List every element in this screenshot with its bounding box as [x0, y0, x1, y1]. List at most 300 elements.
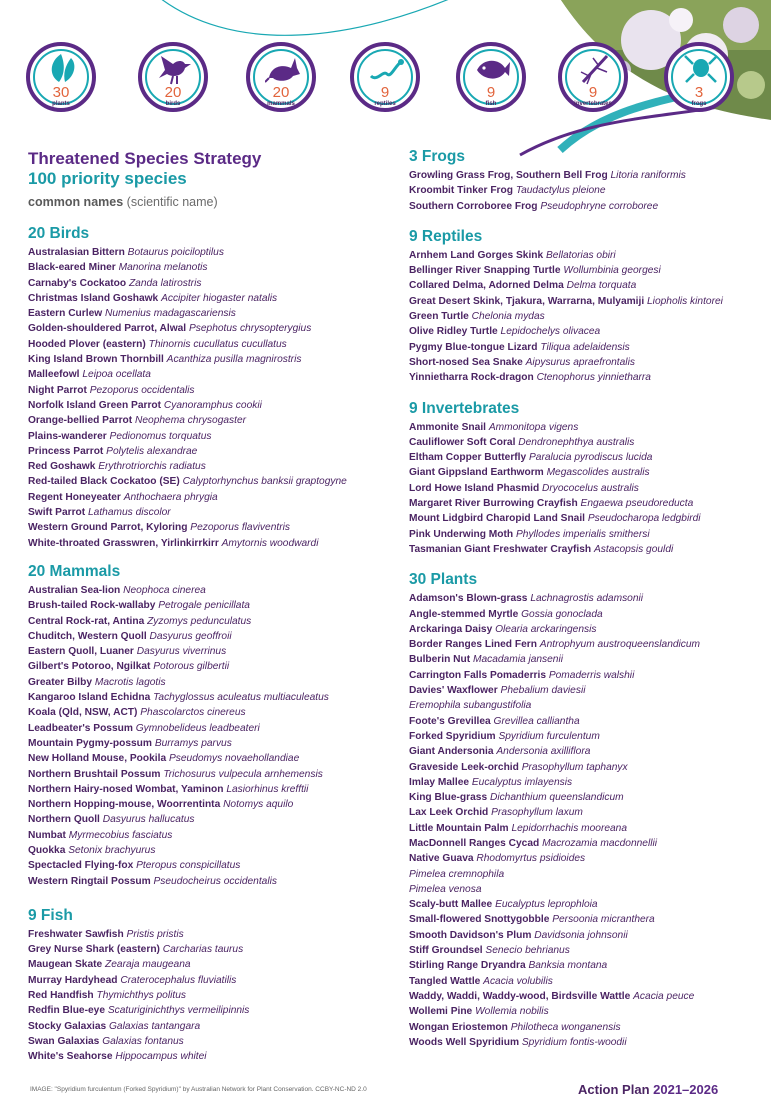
scientific-name: Ammonitopa vigens [488, 421, 579, 433]
scientific-name: Pseudomys novaehollandiae [168, 753, 300, 765]
common-name: Border Ranges Lined Fern [409, 639, 537, 651]
common-name: Giant Andersonia [409, 746, 494, 758]
common-name: White's Seahorse [28, 1051, 113, 1063]
species-item [409, 989, 765, 1004]
common-name: Small-flowered Snottygobble [409, 914, 550, 926]
species-item [409, 481, 765, 496]
species-item [28, 444, 398, 459]
common-name: Christmas Island Goshawk [28, 292, 159, 304]
scientific-name: Dasyurus geoffroii [149, 630, 232, 642]
common-name: Bulberin Nut [409, 654, 471, 666]
common-name: Yinnietharra Rock-dragon [409, 372, 534, 384]
species-item [28, 459, 398, 474]
scientific-name: Dasyurus viverrinus [136, 646, 227, 658]
species-item [28, 505, 398, 520]
right-column [409, 148, 765, 1050]
species-item [409, 355, 765, 370]
common-name: Murray Hardyhead [28, 974, 118, 986]
species-item [28, 1019, 398, 1034]
scientific-name: Tiliqua adelaidensis [540, 341, 630, 353]
snake-icon [369, 52, 405, 86]
species-item [409, 527, 765, 542]
species-item [28, 843, 398, 858]
common-name: Hooded Plover (eastern) [28, 338, 146, 350]
common-name: Chuditch, Western Quoll [28, 630, 147, 642]
frog-icon [683, 52, 719, 86]
species-item [409, 974, 765, 989]
common-name: New Holland Mouse, Pookila [28, 753, 167, 765]
species-item [28, 874, 398, 889]
species-item [409, 714, 765, 729]
common-name: Stocky Galaxias [28, 1020, 107, 1032]
common-name: Brush-tailed Rock-wallaby [28, 600, 156, 612]
species-item [409, 1035, 765, 1050]
common-name: Koala (Qld, NSW, ACT) [28, 707, 138, 719]
species-item [28, 675, 398, 690]
scientific-name: Neophoca cinerea [123, 584, 206, 596]
scientific-name: Lathamus discolor [88, 507, 171, 519]
scientific-name: Burramys parvus [154, 737, 232, 749]
species-list [28, 583, 398, 889]
species-item [409, 928, 765, 943]
species-item [28, 690, 398, 705]
scientific-name: Eucalyptus imlayensis [471, 776, 573, 788]
scientific-name: Pimelea venosa [409, 883, 482, 895]
scientific-name: Gossia gonoclada [521, 608, 603, 620]
scientific-name: Paralucia pyrodiscus lucida [529, 452, 653, 464]
scientific-name: Pseudocheirus occidentalis [153, 875, 277, 887]
common-name: Red Handfish [28, 990, 94, 1002]
scientific-name: Petrogale penicillata [158, 600, 250, 612]
common-name: Olive Ridley Turtle [409, 326, 498, 338]
common-name: Greater Bilby [28, 676, 92, 688]
section-title: 30 Plants [409, 571, 478, 589]
scientific-name: Zanda latirostris [128, 277, 202, 289]
common-name: Imlay Mallee [409, 776, 470, 788]
common-name: Swift Parrot [28, 507, 86, 519]
scientific-name: Eremophila subangustifolia [409, 700, 532, 712]
common-name: Davies' Waxflower [409, 685, 498, 697]
species-item [409, 465, 765, 480]
species-list [409, 168, 765, 214]
scientific-name: Zyzomys pedunculatus [147, 615, 252, 627]
scientific-name: Delma torquata [566, 280, 637, 292]
scientific-name: Engaewa pseudoreducta [580, 498, 694, 510]
scientific-name: Psephotus chrysopterygius [188, 323, 312, 335]
scientific-name: Macadamia jansenii [472, 654, 564, 666]
species-item [28, 398, 398, 413]
common-name: Mount Lidgbird Charopid Land Snail [409, 513, 585, 525]
scientific-name: Carcharias taurus [162, 944, 244, 956]
scientific-name: Pteropus conspicillatus [136, 860, 241, 872]
scientific-name: Davidsonia johnsonii [534, 929, 628, 941]
common-name: Carrington Falls Pomaderris [409, 669, 546, 681]
section-title: 20 Mammals [28, 562, 121, 580]
species-item [28, 828, 398, 843]
species-item [409, 1004, 765, 1019]
common-name: Tasmanian Giant Freshwater Crayfish [409, 543, 592, 555]
scientific-name: Zearaja maugeana [105, 959, 191, 971]
species-list [409, 591, 765, 1050]
common-name: Angle-stemmed Myrtle [409, 608, 519, 620]
species-item [28, 797, 398, 812]
common-name: Spectacled Flying-fox [28, 860, 134, 872]
common-name: Pink Underwing Moth [409, 528, 514, 540]
species-item [409, 183, 765, 198]
common-name: Little Mountain Palm [409, 822, 509, 834]
species-item [28, 276, 398, 291]
scientific-name: Phascolarctos cinereus [140, 707, 246, 719]
species-item [28, 858, 398, 873]
scientific-name: Lasiorhinus krefftii [226, 783, 309, 795]
badge-birds: 20 birds [138, 42, 208, 112]
scientific-name: Pimelea cremnophila [409, 868, 505, 880]
common-name: Numbat [28, 829, 66, 841]
common-name: Tangled Wattle [409, 975, 481, 987]
plant-icon [45, 52, 81, 86]
common-name: Wongan Eriostemon [409, 1021, 508, 1033]
scientific-name: Galaxias tantangara [109, 1020, 201, 1032]
common-name: Leadbeater's Possum [28, 722, 133, 734]
common-name: King Blue-grass [409, 792, 488, 804]
page-title: Threatened Species Strategy [28, 149, 262, 168]
common-name: Waddy, Waddi, Waddy-wood, Birdsville Wattle [409, 990, 631, 1002]
common-name: Night Parrot [28, 384, 87, 396]
scientific-name: Pseudocharopa ledgbirdi [587, 513, 701, 525]
species-item [409, 943, 765, 958]
scientific-name: Scaturiginichthys vermeilipinnis [107, 1005, 250, 1017]
common-name: Southern Corroboree Frog [409, 200, 538, 212]
species-item [28, 751, 398, 766]
common-name: Bellinger River Snapping Turtle [409, 265, 561, 277]
scientific-name: Litoria raniformis [610, 170, 686, 181]
scientific-name: Thinornis cucullatus cucullatus [148, 338, 287, 350]
species-item [28, 245, 398, 260]
scientific-name: Banksia montana [528, 960, 608, 972]
species-item [409, 760, 765, 775]
fish-icon [475, 52, 511, 86]
action-plan-label: Action Plan 2021–2026 [578, 1082, 719, 1097]
species-item [409, 591, 765, 606]
scientific-name: Macrotis lagotis [94, 676, 166, 688]
bird-icon [157, 52, 193, 86]
common-name: Northern Brushtail Possum [28, 768, 161, 780]
common-name: Gilbert's Potoroo, Ngilkat [28, 661, 151, 673]
scientific-name: Hippocampus whitei [115, 1051, 207, 1063]
species-item [409, 836, 765, 851]
species-item [409, 324, 765, 339]
section-title: 9 Fish [28, 906, 73, 924]
common-name: Princess Parrot [28, 445, 104, 457]
species-item [409, 607, 765, 622]
scientific-name: Accipiter hiogaster natalis [161, 292, 278, 304]
scientific-name: Manorina melanotis [118, 262, 208, 274]
scientific-name: Antrophyum austroqueenslandicum [539, 639, 701, 651]
species-item [409, 248, 765, 263]
species-item [28, 812, 398, 827]
species-item [409, 652, 765, 667]
species-item [409, 744, 765, 759]
scientific-name: Senecio behrianus [485, 945, 570, 957]
scientific-name: Notomys aquilo [223, 799, 294, 811]
common-name: Stiff Groundsel [409, 945, 483, 957]
common-name: Black-eared Miner [28, 262, 116, 274]
species-item [409, 511, 765, 526]
species-list [28, 927, 398, 1065]
section-reptiles [409, 228, 765, 386]
species-item [28, 490, 398, 505]
species-item [28, 973, 398, 988]
scientific-name: Numenius madagascariensis [105, 308, 236, 320]
common-name: Great Desert Skink, Tjakura, Warrarna, Mulyamiji [409, 295, 645, 307]
scientific-name: Lepidochelys olivacea [500, 326, 601, 338]
common-name: MacDonnell Ranges Cycad [409, 837, 540, 849]
scientific-name: Dendronephthya australis [518, 436, 635, 448]
species-item [409, 897, 765, 912]
common-name: White-throated Grasswren, Yirlinkirrkirr [28, 537, 219, 549]
section-mammals [28, 563, 398, 889]
species-item [28, 260, 398, 275]
common-name: Lax Leek Orchid [409, 807, 489, 819]
scientific-name: Galaxias fontanus [102, 1035, 184, 1047]
scientific-name: Dasyurus hallucatus [102, 814, 195, 826]
species-list [409, 248, 765, 386]
species-item [28, 474, 398, 489]
species-item [28, 520, 398, 535]
scientific-name: Trichosurus vulpecula arnhemensis [163, 768, 323, 780]
species-item [28, 291, 398, 306]
badge-mammals: 20 mammals [246, 42, 316, 112]
scientific-name: Setonix brachyurus [68, 844, 156, 856]
section-title: 9 Invertebrates [409, 399, 520, 417]
scientific-name: Potorous gilbertii [153, 661, 230, 673]
common-name: Malleefowl [28, 369, 80, 381]
scientific-name: Spyridium furculentum [498, 730, 600, 742]
section-invertebrates [409, 400, 765, 558]
scientific-name: Anthochaera phrygia [123, 491, 218, 503]
species-item [28, 957, 398, 972]
species-list [28, 245, 398, 551]
common-name: Woods Well Spyridium [409, 1036, 519, 1048]
invertebrate-icon [577, 52, 613, 86]
species-item [28, 337, 398, 352]
species-item [28, 705, 398, 720]
species-item [409, 1020, 765, 1035]
scientific-name: Pedionomus torquatus [109, 430, 212, 442]
scientific-name: Wollumbinia georgesi [563, 265, 661, 277]
common-name: Native Guava [409, 853, 474, 865]
species-item [28, 536, 398, 551]
badge-fish: 9 fish [456, 42, 526, 112]
common-name: Carnaby's Cockatoo [28, 277, 127, 289]
species-item [28, 583, 398, 598]
scientific-name: Spyridium fontis-woodii [521, 1036, 627, 1048]
species-item [28, 383, 398, 398]
scientific-name: Phebalium daviesii [500, 685, 586, 697]
badge-frogs: 3 frogs [664, 42, 734, 112]
scientific-name: Tachyglossus aculeatus multiaculeatus [153, 692, 329, 704]
species-item [409, 263, 765, 278]
species-item [28, 782, 398, 797]
common-name: Grey Nurse Shark (eastern) [28, 944, 160, 956]
scientific-name: Chelonia mydas [471, 311, 545, 323]
species-item [409, 496, 765, 511]
species-item [28, 1034, 398, 1049]
scientific-name: Gymnobelideus leadbeateri [135, 722, 260, 734]
scientific-name: Botaurus poiciloptilus [127, 247, 224, 258]
scientific-name: Eucalyptus leprophloia [495, 899, 598, 911]
badge-invertebrates: 9 invertebrates [558, 42, 628, 112]
scientific-name: Acacia volubilis [483, 975, 553, 987]
common-name: Red-tailed Black Cockatoo (SE) [28, 476, 180, 488]
species-item [28, 644, 398, 659]
common-name: Quokka [28, 844, 66, 856]
scientific-name: Rhodomyrtus psidioides [476, 853, 586, 865]
common-name: Collared Delma, Adorned Delma [409, 280, 564, 292]
common-name: Forked Spyridium [409, 730, 496, 742]
section-title: 3 Frogs [409, 148, 465, 165]
common-name: Scaly-butt Mallee [409, 899, 493, 911]
species-item [28, 767, 398, 782]
species-item [28, 1049, 398, 1064]
common-name: Australian Sea-lion [28, 584, 121, 596]
species-item [409, 309, 765, 324]
scientific-name: Lepidorrhachis mooreana [511, 822, 627, 834]
common-name: Foote's Grevillea [409, 715, 491, 727]
section-fish [28, 907, 398, 1065]
species-item [409, 370, 765, 385]
species-item [28, 306, 398, 321]
common-name: Red Goshawk [28, 461, 96, 473]
species-item [409, 958, 765, 973]
species-item [28, 598, 398, 613]
common-name: Kangaroo Island Echidna [28, 692, 151, 704]
species-list [409, 420, 765, 558]
common-name: Margaret River Burrowing Crayfish [409, 498, 578, 510]
naming-legend: common names (scientific name) [28, 195, 218, 209]
common-name: Growling Grass Frog, Southern Bell Frog [409, 170, 608, 181]
species-item [28, 1003, 398, 1018]
common-name: Central Rock-rat, Antina [28, 615, 145, 627]
image-credit: IMAGE: "Spyridium furculentum (Forked Spyridium)" by Australian Network for Plant Conservation. CCBY-NC-ND 2.0 [30, 1086, 367, 1093]
species-item [409, 420, 765, 435]
species-item [409, 805, 765, 820]
scientific-name: Pseudophryne corroboree [540, 200, 659, 212]
scientific-name: Liopholis kintorei [647, 295, 723, 307]
species-item [409, 867, 765, 882]
common-name: Graveside Leek-orchid [409, 761, 519, 773]
species-item [409, 683, 765, 698]
common-name: Lord Howe Island Phasmid [409, 482, 540, 494]
scientific-name: Olearia arckaringensis [495, 623, 597, 635]
common-name: Mountain Pygmy-possum [28, 737, 152, 749]
common-name: Wollemi Pine [409, 1006, 473, 1018]
common-name: Pygmy Blue-tongue Lizard [409, 341, 538, 353]
common-name: Western Ringtail Possum [28, 875, 151, 887]
scientific-name: Neophema chrysogaster [135, 415, 247, 427]
common-name: Short-nosed Sea Snake [409, 356, 523, 368]
common-name: Northern Quoll [28, 814, 100, 826]
common-name: Redfin Blue-eye [28, 1005, 105, 1017]
scientific-name: Astacopsis gouldi [593, 543, 674, 555]
common-name: Giant Gippsland Earthworm [409, 467, 544, 479]
common-name: King Island Brown Thornbill [28, 354, 164, 366]
scientific-name: Phyllodes imperialis smithersi [515, 528, 650, 540]
species-item [409, 450, 765, 465]
mammal-icon [265, 52, 301, 86]
species-item [409, 435, 765, 450]
species-item [409, 199, 765, 214]
common-name: Eltham Copper Butterfly [409, 452, 527, 464]
species-item [409, 294, 765, 309]
scientific-name: Taudactylus pleione [515, 185, 606, 197]
species-item [28, 736, 398, 751]
scientific-name: Pezoporus flaviventris [190, 522, 290, 534]
section-birds [28, 225, 398, 551]
species-item [28, 614, 398, 629]
scientific-name: Erythrotriorchis radiatus [98, 461, 206, 473]
common-name: Golden-shouldered Parrot, Alwal [28, 323, 187, 335]
badge-reptiles: 9 reptiles [350, 42, 420, 112]
scientific-name: Acanthiza pusilla magnirostris [166, 354, 302, 366]
common-name: Regent Honeyeater [28, 491, 121, 503]
common-name: Western Ground Parrot, Kyloring [28, 522, 188, 534]
scientific-name: Andersonia axilliflora [496, 746, 591, 758]
common-name: Green Turtle [409, 311, 469, 323]
species-item [409, 698, 765, 713]
species-item [409, 278, 765, 293]
scientific-name: Persoonia micranthera [552, 914, 655, 926]
scientific-name: Cyanoramphus cookii [163, 399, 262, 411]
page-subtitle: 100 priority species [28, 169, 187, 188]
species-item [409, 637, 765, 652]
scientific-name: Philotheca wonganensis [510, 1021, 621, 1033]
badge-plants: 30 plants [26, 42, 96, 112]
species-item [28, 927, 398, 942]
scientific-name: Dichanthium queenslandicum [489, 792, 624, 804]
left-column [28, 148, 398, 1065]
species-item [409, 668, 765, 683]
species-item [409, 168, 765, 183]
common-name: Australasian Bittern [28, 247, 125, 258]
common-name: Adamson's Blown-grass [409, 593, 528, 605]
scientific-name: Pezoporus occidentalis [89, 384, 195, 396]
scientific-name: Acacia peuce [633, 990, 695, 1002]
species-item [409, 851, 765, 866]
common-name: Eastern Quoll, Luaner [28, 646, 134, 658]
species-item [28, 942, 398, 957]
common-name: Plains-wanderer [28, 430, 107, 442]
species-item [409, 775, 765, 790]
species-count-badges [0, 0, 771, 140]
common-name: Smooth Davidson's Plum [409, 929, 532, 941]
scientific-name: Polytelis alexandrae [106, 445, 198, 457]
species-item [409, 821, 765, 836]
species-item [28, 321, 398, 336]
species-item [28, 659, 398, 674]
species-item [409, 882, 765, 897]
common-name: Ammonite Snail [409, 421, 486, 433]
species-item [28, 429, 398, 444]
scientific-name: Grevillea calliantha [493, 715, 580, 727]
species-item [409, 729, 765, 744]
scientific-name: Macrozamia macdonnellii [542, 837, 658, 849]
species-item [409, 790, 765, 805]
scientific-name: Aipysurus apraefrontalis [525, 356, 635, 368]
species-item [409, 912, 765, 927]
scientific-name: Prasophyllum taphanyx [521, 761, 628, 773]
scientific-name: Pomaderris walshii [548, 669, 635, 681]
